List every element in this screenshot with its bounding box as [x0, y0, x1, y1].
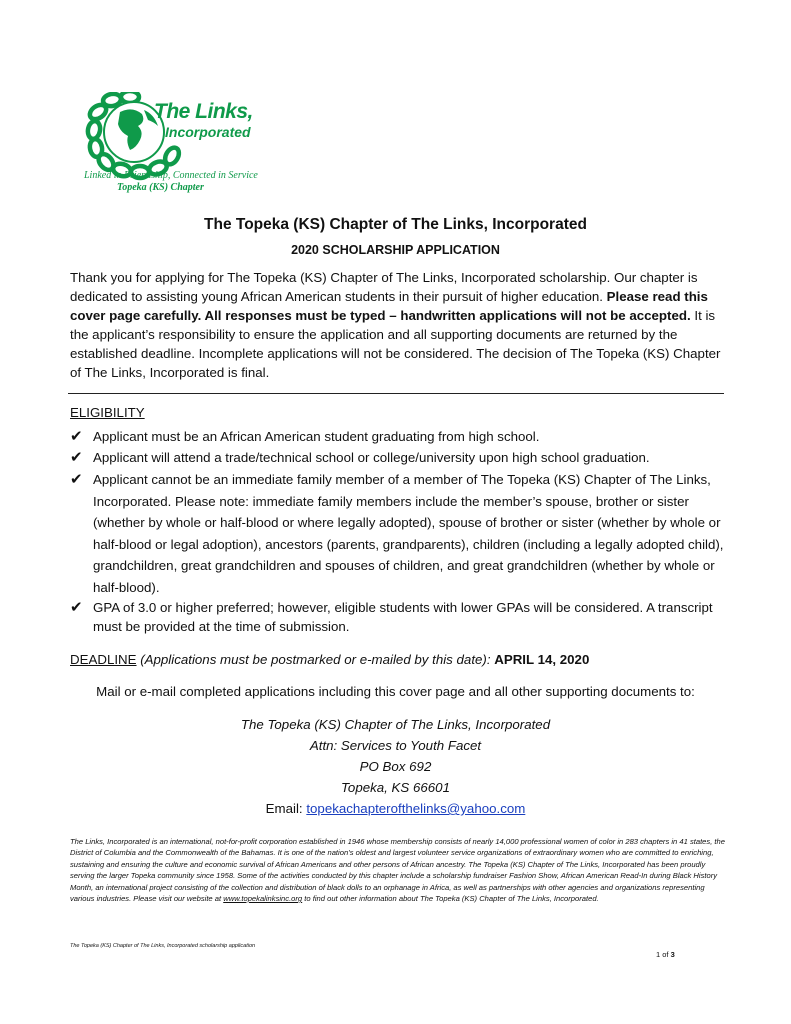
logo-name-line1: The Links,: [154, 100, 253, 123]
about-text-end: to find out other information about The Topeka (KS) Chapter of The Links, Incorporated.: [304, 894, 599, 904]
mail-instructions: Mail or e-mail completed applications including this cover page and all other supporting documents to:: [96, 684, 695, 699]
website-link[interactable]: www.topekalinksinc.org: [223, 894, 303, 904]
eligibility-item: [70, 469, 730, 598]
logo-chapter: Topeka (KS) Chapter: [117, 182, 204, 193]
email-label: Email:: [265, 801, 303, 816]
address-line-3: PO Box 692: [359, 759, 432, 774]
eligibility-heading: ELIGIBILITY: [70, 405, 145, 420]
logo-name-line2: Incorporated: [165, 124, 251, 140]
address-line-1: The Topeka (KS) Chapter of The Links, Incorporated: [240, 717, 551, 732]
eligibility-item-text: Applicant will attend a trade/technical school or college/university upon high school graduation.: [93, 450, 650, 465]
page-title: The Topeka (KS) Chapter of The Links, Incorporated: [204, 216, 587, 233]
intro-text-1: Thank you for applying for The Topeka (KS) Chapter of The Links, Incorporated scholarship. Our chapter is dedicated to assisting young African American students in their pursuit of higher education.: [70, 270, 698, 304]
deadline-label: DEADLINE: [70, 652, 137, 667]
page-number: [656, 950, 675, 959]
eligibility-list: [70, 427, 730, 636]
email-line: [0, 801, 791, 816]
page-footer: The Topeka (KS) Chapter of The Links, Incorporated scholarship application: [70, 943, 256, 949]
address-line-2: Attn: Services to Youth Facet: [309, 738, 482, 753]
checkmark-icon: ✔: [70, 471, 83, 488]
eligibility-item-text: GPA of 3.0 or higher preferred; however, eligible students with lower GPAs will be considered. A transcript must be provided at the time of submission.: [93, 600, 713, 634]
eligibility-item: [70, 427, 730, 446]
page-of: of: [662, 950, 669, 959]
page-subtitle: 2020 SCHOLARSHIP APPLICATION: [291, 243, 500, 257]
eligibility-item: [70, 448, 730, 467]
checkmark-icon: ✔: [70, 599, 83, 616]
about-text: The Links, Incorporated is an international, not-for-profit corporation established in 1946 whose membership consists of nearly 14,000 professional women of color in 283 chapters in 41 states, the District of Columbia and the Commonwealth of the Bahamas. It is one of the nation’s oldest and largest volunteer service organizations of extraordinary women who are committed to enriching, sustaining and ensuring the culture and economic survival of African Americans and other persons of African ancestry. The Topeka (KS) Chapter of The Links, Incorporated has been proudly serving the larger Topeka community since 1958. Some of the activities conducted by this chapter include a scholarship fundraiser Fashion Show, African American Read-In during Black History Month, an international project consisting of the collection and distribution of black dolls to an orphanage in Africa, as well as partnerships with other agencies and organizations representing various industries. Please visit our website at: [70, 837, 725, 904]
logo-tagline: Linked in Friendship, Connected in Service: [84, 170, 258, 181]
page-current: 1: [656, 950, 661, 959]
checkmark-icon: ✔: [70, 449, 83, 466]
deadline-line: [70, 652, 589, 667]
eligibility-item-text: Applicant must be an African American student graduating from high school.: [93, 429, 540, 444]
intro-text-2: It is the applicant’s responsibility to ensure the application and all supporting documents are returned by the established deadline. Incomplete applications will not be considered. The decision of The Topeka (KS) Chapter of The Links, Incorporated is final.: [70, 308, 721, 380]
intro-bold-text: Please read this cover page carefully. All responses must be typed – handwritten applications will not be accepted.: [70, 289, 708, 323]
section-divider: [68, 393, 724, 394]
about-paragraph: [70, 836, 730, 904]
eligibility-item: [70, 598, 730, 636]
page-total: 3: [670, 950, 675, 959]
deadline-date: APRIL 14, 2020: [494, 652, 590, 667]
email-link[interactable]: topekachapterofthelinks@yahoo.com: [306, 801, 526, 816]
address-line-4: Topeka, KS 66601: [341, 780, 450, 795]
eligibility-item-text: Applicant cannot be an immediate family member of a member of The Topeka (KS) Chapter of The Links, Incorporated. Please note: immediate family members include the member’s spouse, brother or sister (whether by whole or half-blood or where legally adopted), spouse of brother or sister (whether by whole or half-blood or legal adoption), ancestors (parents, grandparents), children (including a legally adopted child), grandchildren, great grandchildren and spouses of children, and great grandchildren (whether by whole or half-blood).: [93, 472, 724, 595]
deadline-note: (Applications must be postmarked or e-mailed by this date):: [140, 652, 491, 667]
intro-paragraph: [70, 268, 730, 382]
mailing-address: [0, 714, 791, 798]
checkmark-icon: ✔: [70, 428, 83, 445]
